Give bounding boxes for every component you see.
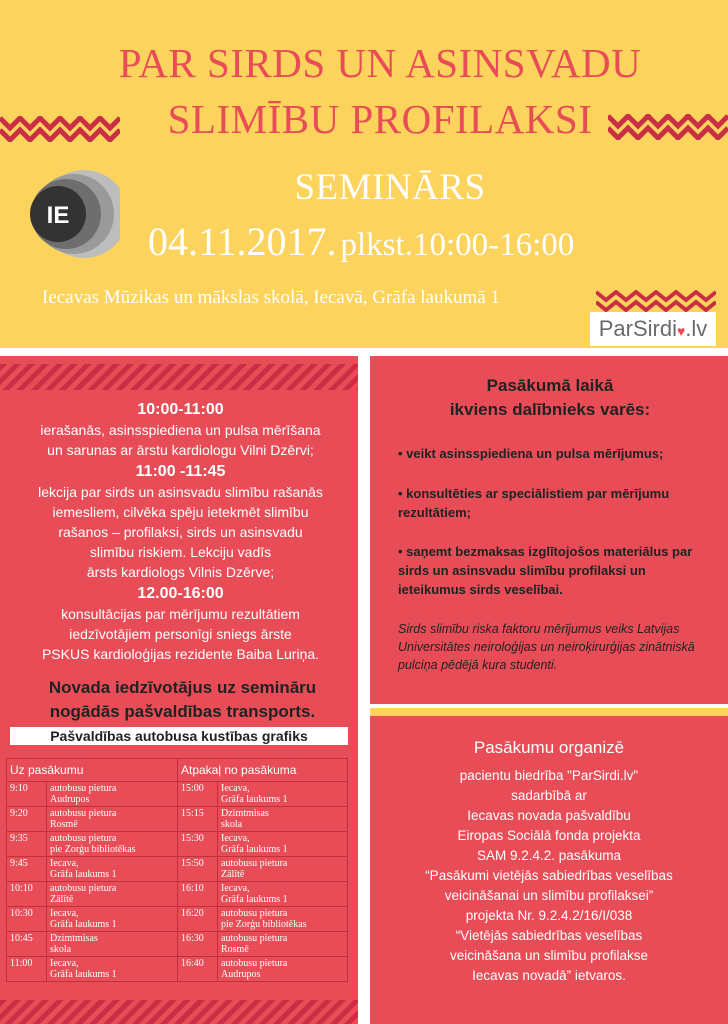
return-time: 16:40 xyxy=(178,957,218,982)
departure-time: 10:10 xyxy=(7,882,47,907)
return-time: 15:30 xyxy=(178,832,218,857)
departure-place xyxy=(47,857,178,882)
return-place xyxy=(218,957,348,982)
place-line: Audrupos xyxy=(221,969,261,980)
bus-schedule-title: Pašvaldības autobusa kustības grafiks xyxy=(10,727,348,745)
place-line: Iecava, xyxy=(50,858,79,869)
schedule-time: 11:00 -11:45 xyxy=(135,463,226,480)
return-time: 15:50 xyxy=(178,857,218,882)
event-date-time xyxy=(148,218,574,265)
zigzag-logo-decoration xyxy=(596,290,716,312)
schedule-block-2 xyxy=(8,462,353,582)
table-row xyxy=(7,782,348,807)
place-line: Iecava, xyxy=(50,908,79,919)
departure-place xyxy=(47,907,178,932)
schedule-text: lekcija par sirds un asinsvadu slimību rašanās xyxy=(38,484,323,500)
ie-logo-text: IE xyxy=(46,202,70,229)
return-time: 15:15 xyxy=(178,807,218,832)
bus-schedule-table xyxy=(6,758,348,982)
place-line: Zālītē xyxy=(50,894,74,905)
place-line: skola xyxy=(50,944,72,955)
organizer-line: “Vietējās sabiedrības veselības xyxy=(455,928,643,943)
ie-logo xyxy=(30,166,120,262)
return-place xyxy=(218,882,348,907)
place-line: Grāfa laukums 1 xyxy=(50,969,117,980)
return-time: 16:20 xyxy=(178,907,218,932)
organizer-title: Pasākumu organizē xyxy=(473,738,625,757)
heart-icon: ♥ xyxy=(676,323,686,339)
transport-line-1: Novada iedzīvotājus uz semināru xyxy=(48,678,317,697)
organizer-line: projekta Nr. 9.2.4.2/16/I/038 xyxy=(465,908,633,923)
return-place xyxy=(218,932,348,957)
place-line: Iecava, xyxy=(50,958,79,969)
table-row xyxy=(7,832,348,857)
place-line: Grāfa laukums 1 xyxy=(50,869,117,880)
transport-notice xyxy=(20,676,345,724)
return-place xyxy=(218,907,348,932)
info-bullet: • konsultēties ar speciālistiem par mērījumu rezultātiem; xyxy=(398,486,670,520)
organizer-line: Iecavas novada pašvaldību xyxy=(467,808,631,823)
place-line: Audrupos xyxy=(50,794,90,805)
departure-place xyxy=(47,782,178,807)
place-line: pie Zorģu bibliotēkas xyxy=(221,919,307,930)
departure-place xyxy=(47,807,178,832)
organizer-line: veicināšana un slimību profilakse xyxy=(449,948,649,963)
parsirdi-logo-name: ParSirdi xyxy=(598,316,677,341)
schedule-text: PSKUS kardioloģijas rezidente Baiba Luriņa. xyxy=(41,646,320,662)
header-banner xyxy=(0,0,728,348)
info-heading-line-1: Pasākumā laikā xyxy=(486,376,614,395)
departure-time: 9:45 xyxy=(7,857,47,882)
event-venue: Iecavas Mūzikas un mākslas skolā, Iecavā, Grāfa laukumā 1 xyxy=(42,287,500,308)
place-line: Grāfa laukums 1 xyxy=(221,894,288,905)
return-place xyxy=(218,807,348,832)
transport-line-2: nogādās pašvaldības transports. xyxy=(49,702,316,721)
info-heading-line-2: ikviens dalībnieks varēs: xyxy=(449,400,651,419)
departure-time: 11:00 xyxy=(7,957,47,982)
column-header-to: Uz pasākumu xyxy=(7,759,178,782)
place-line: autobusu pietura xyxy=(50,808,117,819)
table-row xyxy=(7,807,348,832)
schedule-block-1 xyxy=(8,400,353,460)
info-bullet: • veikt asinsspiediena un pulsa mērījumus; xyxy=(398,446,664,461)
schedule-text: ārsts kardiologs Vilnis Dzērve; xyxy=(86,564,275,580)
schedule-text: slimību riskiem. Lekciju vadīs xyxy=(89,544,272,560)
place-line: autobusu pietura xyxy=(221,933,288,944)
place-line: Iecava, xyxy=(221,883,250,894)
departure-time: 10:45 xyxy=(7,932,47,957)
organizer-line: sadarbībā ar xyxy=(511,788,587,803)
stripe-right-decoration xyxy=(370,708,728,716)
return-time: 15:00 xyxy=(178,782,218,807)
place-line: Grāfa laukums 1 xyxy=(50,919,117,930)
schedule-text: iedzīvotājiem personīgi sniegs ārste xyxy=(69,626,292,642)
table-row xyxy=(7,932,348,957)
stripe-top-decoration xyxy=(0,364,358,390)
place-line: autobusu pietura xyxy=(221,958,288,969)
place-line: Rosmē xyxy=(221,944,249,955)
place-line: Rosmē xyxy=(50,819,78,830)
place-line: Grāfa laukums 1 xyxy=(221,844,288,855)
departure-time: 9:20 xyxy=(7,807,47,832)
departure-place xyxy=(47,957,178,982)
schedule-text: konsultācijas par mērījumu rezultātiem xyxy=(61,606,300,622)
place-line: Dzimtmisas xyxy=(50,933,98,944)
place-line: autobusu pietura xyxy=(50,833,117,844)
place-line: Iecava, xyxy=(221,783,250,794)
organizer-line: Iecavas novadā” ietvaros. xyxy=(472,968,626,983)
return-place xyxy=(218,857,348,882)
departure-time: 9:10 xyxy=(7,782,47,807)
organizer-panel xyxy=(370,716,728,1024)
departure-place xyxy=(47,882,178,907)
parsirdi-logo xyxy=(590,312,716,346)
departure-time: 9:35 xyxy=(7,832,47,857)
schedule-block-3 xyxy=(8,584,353,664)
schedule-time: 10:00-11:00 xyxy=(137,401,224,418)
return-place xyxy=(218,782,348,807)
info-note: Sirds slimību riska faktoru mērījumus veiks Latvijas Universitātes neiroloģijas un neiroķirurģijas zinātniskā pulciņa pēdējā kura studenti. xyxy=(398,622,695,672)
table-row xyxy=(7,857,348,882)
return-place xyxy=(218,832,348,857)
schedule-text: un sarunas ar ārstu kardiologu Vilni Dzērvi; xyxy=(47,442,314,458)
schedule-text: iemesliem, cilvēka spēju ietekmēt slimību xyxy=(52,504,309,520)
organizer-line: “Pasākumi vietējās sabiedrības veselības xyxy=(425,868,673,883)
parsirdi-logo-domain: .lv xyxy=(685,316,708,341)
stripe-bottom-decoration xyxy=(0,1000,358,1024)
return-time: 16:30 xyxy=(178,932,218,957)
place-line: Dzimtmisas xyxy=(221,808,269,819)
place-line: autobusu pietura xyxy=(50,883,117,894)
info-panel xyxy=(370,356,728,704)
departure-place xyxy=(47,932,178,957)
table-header-row xyxy=(7,759,348,782)
schedule-time: 12.00-16:00 xyxy=(137,585,224,602)
info-bullet: • saņemt bezmaksas izglītojošos materiālus par sirds un asinsvadu slimību profilaksi un ieteikumus sirds veselībai. xyxy=(398,544,693,597)
event-date: 04.11.2017. xyxy=(148,219,337,264)
place-line: autobusu pietura xyxy=(221,908,288,919)
event-time: plkst.10:00-16:00 xyxy=(340,227,575,263)
schedule-text: rašanos – profilaksi, sirds un asinsvadu xyxy=(58,524,303,540)
seminar-label: SEMINĀRS xyxy=(294,167,486,208)
organizer-line: SAM 9.2.4.2. pasākuma xyxy=(476,848,622,863)
place-line: autobusu pietura xyxy=(221,858,288,869)
place-line: Iecava, xyxy=(221,833,250,844)
departure-place xyxy=(47,832,178,857)
departure-time: 10:30 xyxy=(7,907,47,932)
title-line-2: SLIMĪBU PROFILAKSI xyxy=(167,96,593,142)
info-heading xyxy=(390,374,710,422)
place-line: autobusu pietura xyxy=(50,783,117,794)
schedule-text: ierašanās, asinsspiediena un pulsa mērīšana xyxy=(40,422,321,438)
organizer-line: Eiropas Sociālā fonda projekta xyxy=(457,828,641,843)
table-row xyxy=(7,882,348,907)
title-line-1: PAR SIRDS UN ASINSVADU xyxy=(118,40,642,86)
column-header-back: Atpakaļ no pasākuma xyxy=(178,759,348,782)
place-line: pie Zorģu bibliotēkas xyxy=(50,844,136,855)
place-line: skola xyxy=(221,819,243,830)
return-time: 16:10 xyxy=(178,882,218,907)
table-row xyxy=(7,957,348,982)
organizer-line: pacientu biedrība "ParSirdi.lv" xyxy=(459,768,639,783)
place-line: Zālītē xyxy=(221,869,245,880)
table-row xyxy=(7,907,348,932)
place-line: Grāfa laukums 1 xyxy=(221,794,288,805)
organizer-line: veicināšanai un slimību profilaksei” xyxy=(444,888,654,903)
